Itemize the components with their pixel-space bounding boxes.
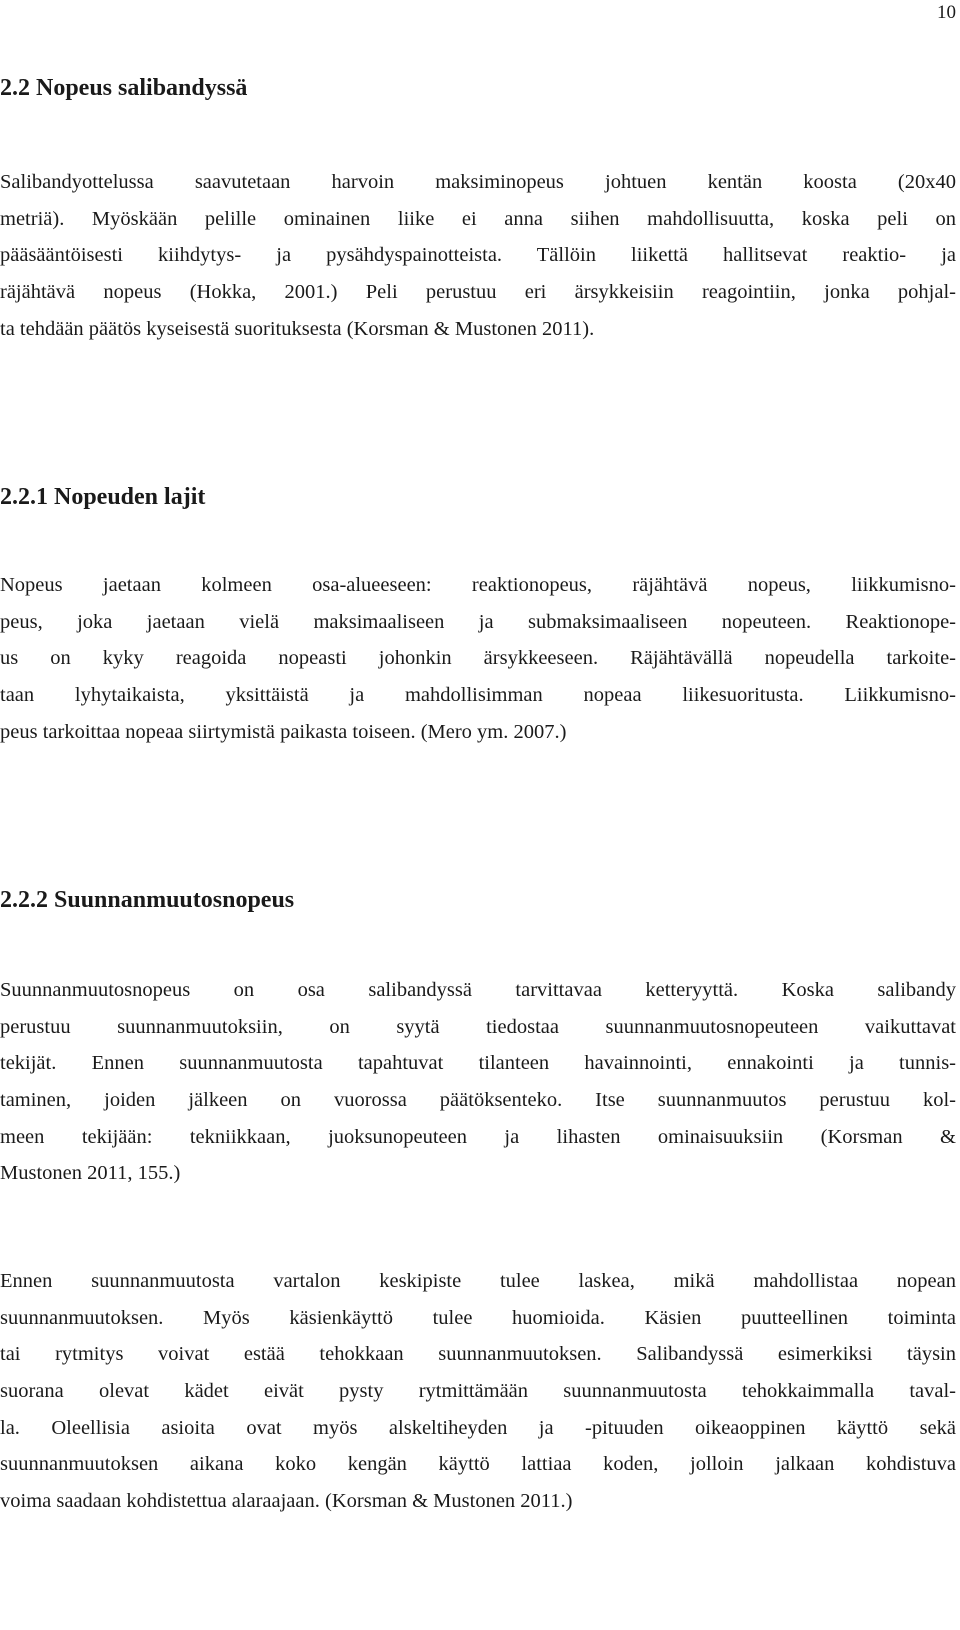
text-line: voima saadaan kohdistettua alaraajaan. (Korsman & Mustonen 2011.) <box>0 1490 573 1513</box>
section-heading-2-2: 2.2 Nopeus salibandyssä <box>0 75 248 101</box>
text-line: räjähtävä nopeus (Hokka, 2001.) Peli perustuu eri ärsykkeisiin reagointiin, jonka pohjal- <box>0 281 956 304</box>
text-line: Suunnanmuutosnopeus on osa salibandyssä tarvittavaa ketteryyttä. Koska salibandy <box>0 979 956 1001</box>
paragraph-nopeus-salibandyssa <box>0 164 956 347</box>
text-line: la. Oleellisia asioita ovat myös alskeltiheyden ja -pituuden oikeaoppinen käyttö sekä <box>0 1416 956 1439</box>
section-heading-2-2-2: 2.2.2 Suunnanmuutosnopeus <box>0 887 295 913</box>
text-line: tekijät. Ennen suunnanmuutosta tapahtuvat tilanteen havainnointi, ennakointi ja tunnis- <box>0 1052 956 1075</box>
paragraph-suunnanmuutosnopeus-2 <box>0 1263 956 1520</box>
paragraph-nopeuden-lajit <box>0 567 956 750</box>
section-heading-2-2-1: 2.2.1 Nopeuden lajit <box>0 484 206 510</box>
text-line: Salibandyottelussa saavutetaan harvoin maksiminopeus johtuen kentän koosta (20x40 <box>0 171 956 193</box>
text-line: peus, joka jaetaan vielä maksimaaliseen ja submaksimaaliseen nopeuteen. Reaktionope- <box>0 610 956 633</box>
text-line: ta tehdään päätös kyseisestä suorituksesta (Korsman & Mustonen 2011). <box>0 317 595 340</box>
text-line: peus tarkoittaa nopeaa siirtymistä paikasta toiseen. (Mero ym. 2007.) <box>0 720 567 743</box>
text-line: suunnanmuutoksen. Myös käsienkäyttö tulee huomioida. Käsien puutteellinen toiminta <box>0 1306 956 1329</box>
text-line: suorana olevat kädet eivät pysty rytmittämään suunnanmuutosta tehokkaimmalla taval- <box>0 1380 956 1403</box>
text-line: us on kyky reagoida nopeasti johonkin ärsykkeeseen. Räjähtävällä nopeudella tarkoite- <box>0 647 956 670</box>
text-line: meen tekijään: tekniikkaan, juoksunopeuteen ja lihasten ominaisuuksiin (Korsman & <box>0 1125 956 1148</box>
text-line: taan lyhytaikaista, yksittäistä ja mahdollisimman nopeaa liikesuoritusta. Liikkumisno- <box>0 684 956 707</box>
text-line: taminen, joiden jälkeen on vuorossa päätöksenteko. Itse suunnanmuutos perustuu kol- <box>0 1089 956 1112</box>
text-line: pääsääntöisesti kiihdytys- ja pysähdyspainotteista. Tällöin liikettä hallitsevat reaktio- ja <box>0 244 956 267</box>
text-line: tai rytmitys voivat estää tehokkaan suunnanmuutoksen. Salibandyssä esimerkiksi täysin <box>0 1343 956 1366</box>
page-number: 10 <box>937 2 956 23</box>
text-line: metriä). Myöskään pelille ominainen liike ei anna siihen mahdollisuutta, koska peli on <box>0 207 956 230</box>
text-line: Ennen suunnanmuutosta vartalon keskipiste tulee laskea, mikä mahdollistaa nopean <box>0 1270 956 1292</box>
text-line: Nopeus jaetaan kolmeen osa-alueeseen: reaktionopeus, räjähtävä nopeus, liikkumisno- <box>0 574 956 596</box>
text-line: perustuu suunnanmuutoksiin, on syytä tiedostaa suunnanmuutosnopeuteen vaikuttavat <box>0 1015 956 1038</box>
text-line: suunnanmuutoksen aikana koko kengän käyttö lattiaa koden, jolloin jalkaan kohdistuva <box>0 1453 956 1476</box>
paragraph-suunnanmuutosnopeus-1 <box>0 972 956 1192</box>
text-line: Mustonen 2011, 155.) <box>0 1162 181 1185</box>
